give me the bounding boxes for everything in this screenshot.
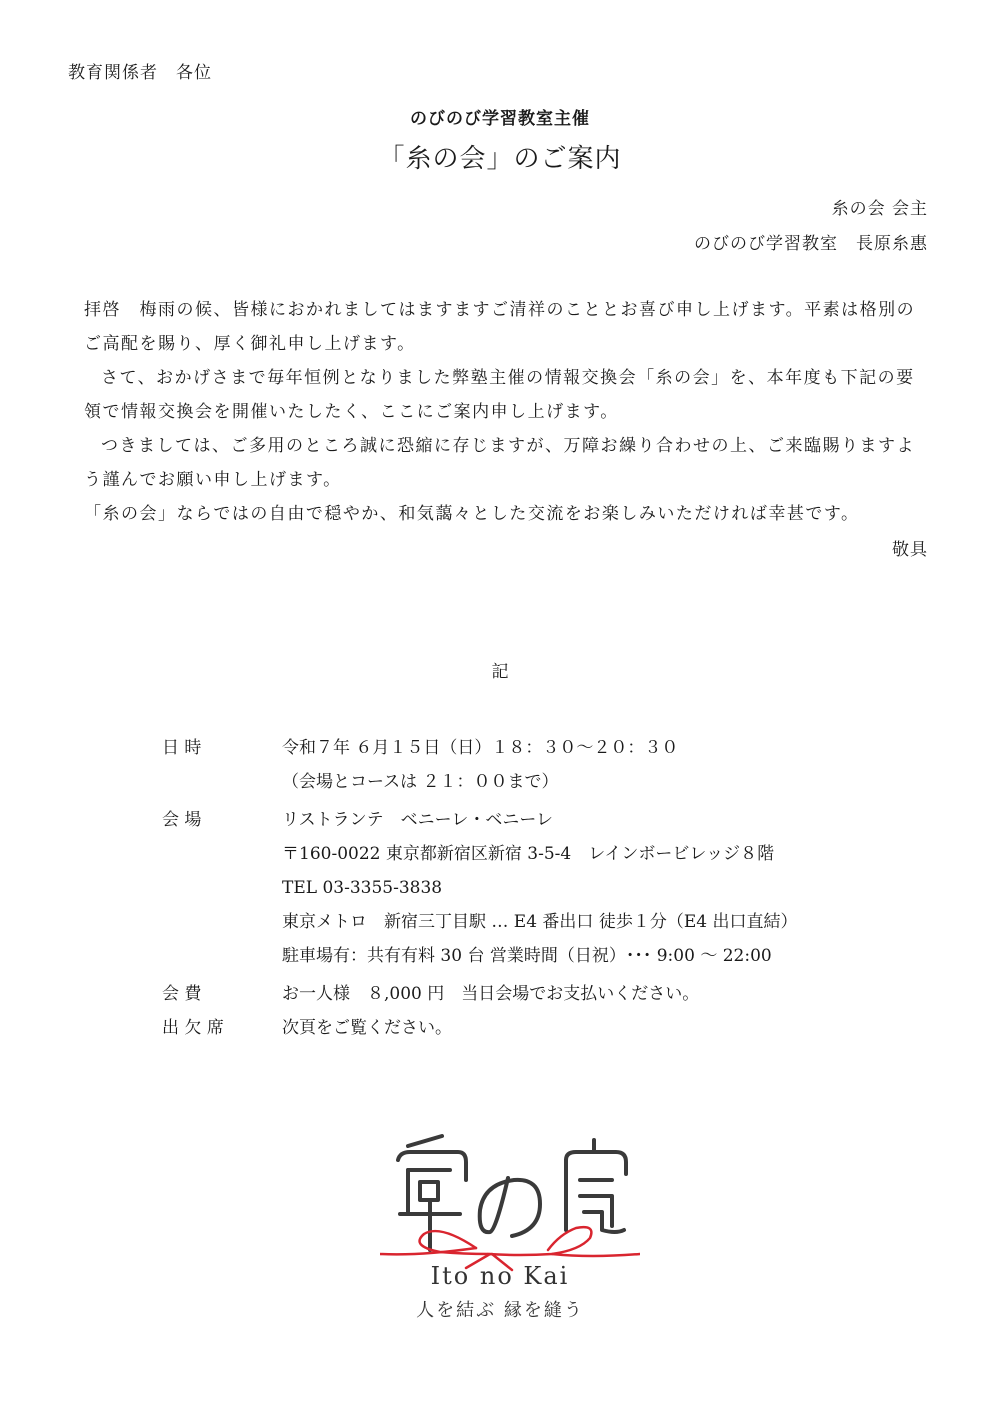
organizer-line: のびのび学習教室主催 bbox=[410, 109, 590, 129]
venue-parking: 駐車場有：共有有料 30 台 営業時間（日祝）･･･ 9:00 ～ 22:00 bbox=[282, 946, 772, 966]
sender-name: のびのび学習教室 長原糸惠 bbox=[694, 234, 928, 254]
paragraph-request: つきましては、ご多用のところ誠に恐縮に存じますが、万障お繰り合わせの上、ご来臨賜りますよう謹んでお願い申し上げます。 bbox=[84, 436, 915, 490]
logo-tagline: 人を結ぶ 縁を縫う bbox=[416, 1300, 584, 1321]
venue-label: 会 場 bbox=[162, 810, 202, 830]
detail-row-venue bbox=[162, 803, 797, 973]
paragraph-closing-wish: 「糸の会」ならではの自由で穏やか、和気藹々とした交流をお楽しみいただければ幸甚です。 bbox=[84, 504, 860, 524]
venue-phone: TEL 03-3355-3838 bbox=[282, 878, 443, 898]
letter-body bbox=[84, 293, 929, 531]
attendance-text: 次頁をご覧ください。 bbox=[282, 1018, 452, 1038]
sender-role: 糸の会 会主 bbox=[831, 199, 928, 219]
venue-access: 東京メトロ 新宿三丁目駅 … E4 番出口 徒歩１分（E4 出口直結） bbox=[282, 912, 798, 932]
document-title: 「糸の会」のご案内 bbox=[378, 144, 622, 174]
addressee: 教育関係者 各位 bbox=[68, 63, 212, 83]
datetime-note: （会場とコースは ２１：００まで） bbox=[282, 772, 559, 792]
detail-row-datetime bbox=[162, 731, 797, 799]
attendance-label: 出 欠 席 bbox=[162, 1018, 224, 1038]
venue-address: 〒160-0022 東京都新宿区新宿 3-5-4 レインボービレッジ８階 bbox=[282, 844, 775, 864]
paragraph-greeting: 拝啓 梅雨の候、皆様におかれましてはますますご清祥のこととお喜び申し上げます。平素は格別のご高配を賜り、厚く御礼申し上げます。 bbox=[84, 300, 916, 354]
ki-heading: 記 bbox=[491, 662, 509, 682]
datetime-label: 日 時 bbox=[162, 738, 202, 758]
paragraph-announcement: さて、おかげさまで毎年恒例となりました弊塾主催の情報交換会「糸の会」を、本年度も下記の要領で情報交換会を開催いたしたく、ここにご案内申し上げます。 bbox=[84, 368, 915, 422]
event-details bbox=[162, 731, 797, 1045]
venue-name: リストランテ ベニーレ・ベニーレ bbox=[282, 810, 553, 830]
detail-row-fee bbox=[162, 977, 797, 1011]
logo-english-name: Ito no Kai bbox=[430, 1262, 570, 1290]
detail-row-attendance bbox=[162, 1011, 797, 1045]
closing-word: 敬具 bbox=[892, 540, 928, 560]
fee-text: お一人様 ８,000 円 当日会場でお支払いください。 bbox=[282, 984, 700, 1004]
datetime-line: 令和７年 ６月１５日（日）１８：３０～２０：３０ bbox=[282, 738, 679, 758]
fee-label: 会 費 bbox=[162, 984, 202, 1004]
